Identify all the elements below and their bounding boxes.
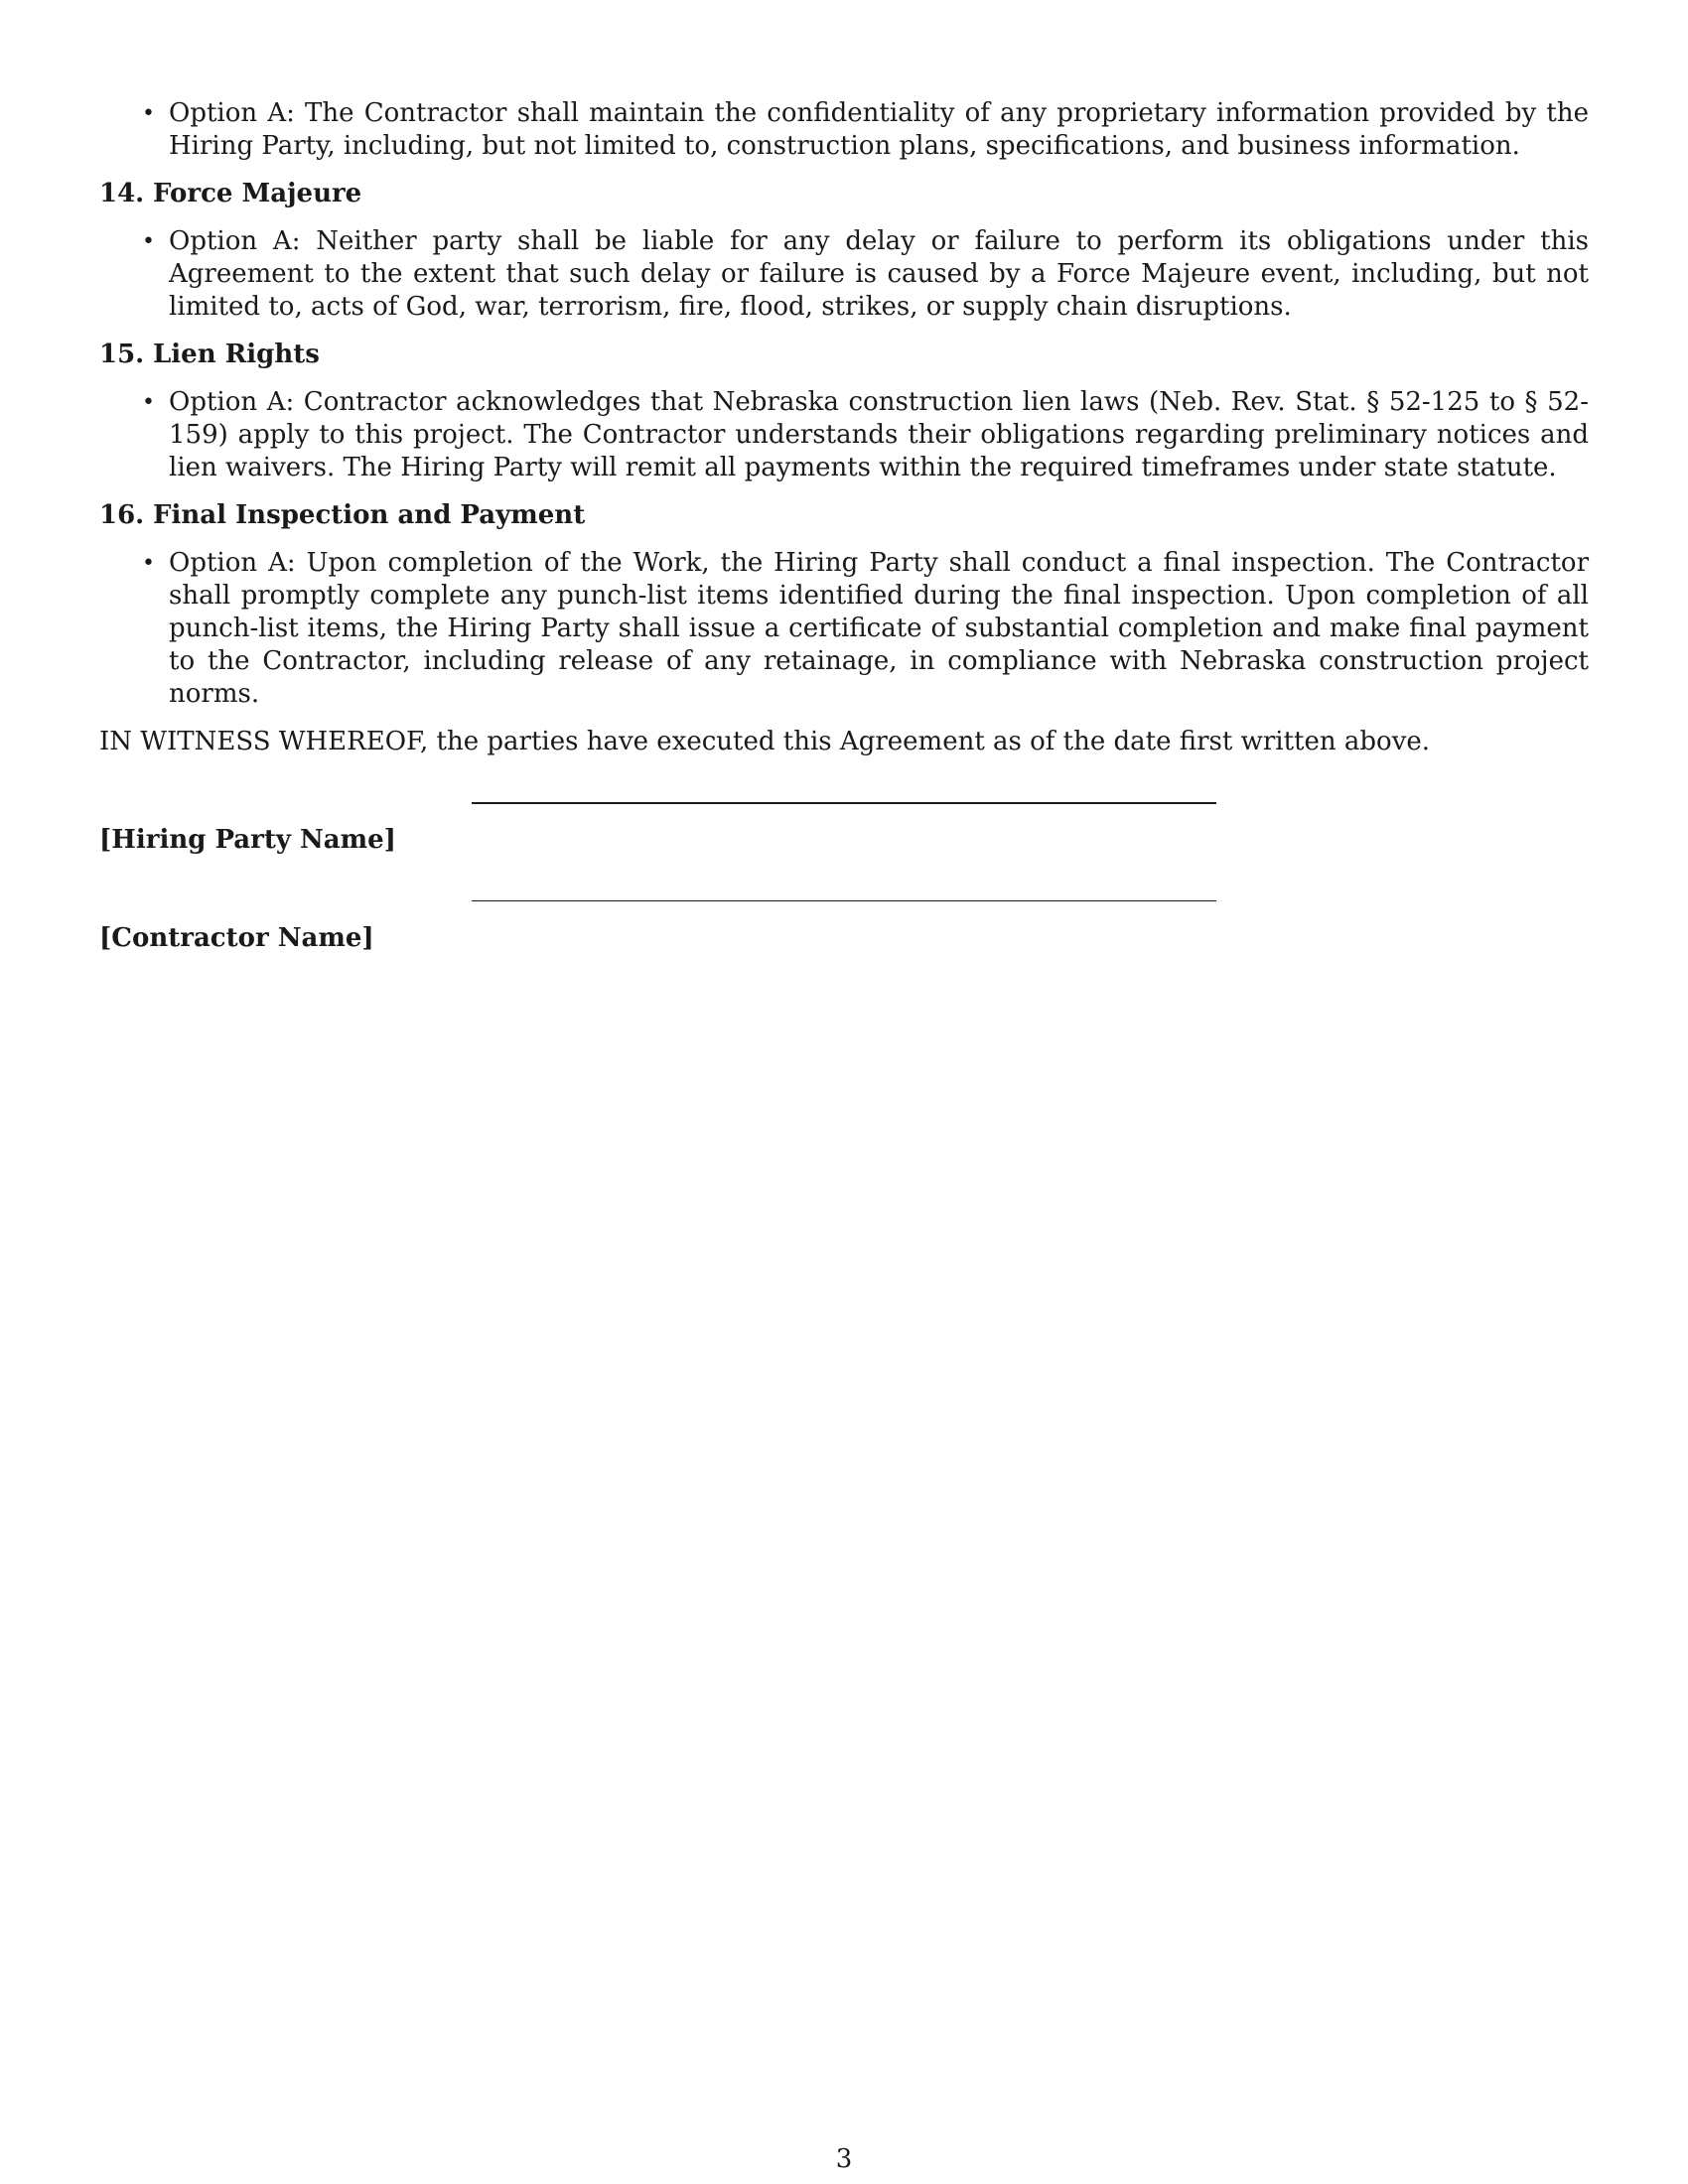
- confidentiality-option-a: [142, 97, 1589, 163]
- final-inspection-option-text: Option A: Upon completion of the Work, the Hiring Party shall conduct a final inspection. The Contractor shall promptly complete any punch-list items identified during the final inspection. Upon completion of all punch-list items, the Hiring Party shall issue a certificate of substantial completion and make final payment to the Contractor, including release of any retainage, in compliance with Nebraska construction project norms.: [169, 548, 1589, 709]
- section-title: Final Inspection and Payment: [153, 500, 586, 530]
- signature-line-contractor: [472, 900, 1216, 901]
- section-title: Lien Rights: [153, 340, 320, 369]
- final-inspection-option-a: [142, 547, 1589, 711]
- section-number: 16.: [99, 500, 145, 530]
- section-number: 15.: [99, 340, 145, 369]
- lien-rights-option-text: Option A: Contractor acknowledges that Nebraska construction lien laws (Neb. Rev. Stat. § 52-125 to § 52-159) apply to this project. The Contractor understands their obligations regarding preliminary notices and lien waivers. The Hiring Party will remit all payments within the required timeframes under state statute.: [169, 387, 1589, 482]
- document-body: [99, 97, 1589, 957]
- section-title: Force Majeure: [153, 179, 362, 208]
- witness-statement: IN WITNESS WHEREOF, the parties have executed this Agreement as of the date first written above.: [99, 727, 1431, 756]
- bullet-icon: •: [142, 101, 155, 126]
- signature-line-hiring-party: [472, 802, 1216, 804]
- bullet-icon: •: [142, 551, 155, 576]
- section-heading-force-majeure: [99, 178, 1589, 210]
- section-heading-lien-rights: [99, 339, 1589, 371]
- force-majeure-option-text: Option A: Neither party shall be liable for any delay or failure to perform its obligations under this Agreement to the extent that such delay or failure is caused by a Force Majeure event, including, but not limited to, acts of God, war, terrorism, fire, flood, strikes, or supply chain disruptions.: [169, 226, 1589, 322]
- hiring-party-name: [Hiring Party Name]: [99, 825, 396, 855]
- confidentiality-option-text: Option A: The Contractor shall maintain the confidentiality of any proprietary information provided by the Hiring Party, including, but not limited to, construction plans, specifications, and business information.: [169, 98, 1589, 161]
- section-heading-final-inspection: [99, 499, 1589, 532]
- page-number: 3: [835, 2144, 853, 2174]
- signature-block-hiring-party: [99, 758, 1589, 858]
- bullet-icon: •: [142, 229, 155, 254]
- bullet-icon: •: [142, 390, 155, 415]
- signature-block-contractor: [99, 858, 1589, 957]
- contractor-name: [Contractor Name]: [99, 923, 374, 953]
- section-number: 14.: [99, 179, 145, 208]
- force-majeure-option-a: [142, 225, 1589, 324]
- lien-rights-option-a: [142, 386, 1589, 484]
